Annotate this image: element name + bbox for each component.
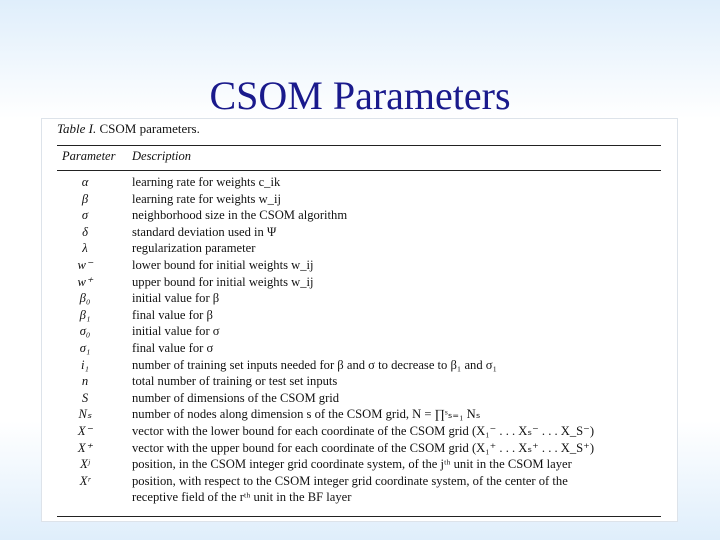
table-row [57,473,661,490]
parameter-symbol: w⁺ [77,274,93,289]
table-row [57,489,661,506]
parameter-description: learning rate for weights w_ij [132,191,281,206]
parameter-symbol: i₁ [81,357,89,372]
parameter-symbol: X⁺ [77,440,93,455]
parameter-description: final value for β [132,307,213,322]
parameter-symbol: σ₁ [79,340,91,355]
parameter-description: number of dimensions of the CSOM grid [132,390,340,405]
parameter-description: position, with respect to the CSOM integer grid coordinate system, of the center of the [132,473,568,488]
table-row [57,257,661,274]
caption-label: Table I. [57,121,97,136]
parameter-description: initial value for σ [132,324,220,339]
parameter-description: regularization parameter [132,241,256,256]
parameter-description: learning rate for weights c_ik [132,175,281,189]
parameter-symbol: Xʲ [80,457,90,472]
parameter-symbol: λ [82,241,88,256]
table-row [57,357,661,374]
parameter-table-figure [41,118,678,522]
table-row [57,456,661,473]
table-row [57,307,661,324]
parameter-symbol: w⁻ [77,257,93,272]
table-row [57,390,661,407]
parameter-symbol [57,489,113,506]
table-row [57,290,661,307]
parameter-description: vector with the upper bound for each coordinate of the CSOM grid (X₁⁺ . . . Xₛ⁺ . . . X_S⁺) [132,440,595,455]
table-row [57,224,661,241]
table-row [57,340,661,357]
parameter-description: vector with the lower bound for each coordinate of the CSOM grid (X₁⁻ . . . Xₛ⁻ . . . X_S⁻) [132,423,595,438]
header-rule [57,170,661,171]
parameter-symbol: X⁻ [77,423,93,438]
parameter-description: position, in the CSOM integer grid coordinate system, of the jᵗʰ unit in the CSOM layer [132,457,572,472]
table-row [57,440,661,457]
caption-title: CSOM parameters. [99,121,200,136]
table-row [57,423,661,440]
table-header [57,149,661,167]
parameter-description: standard deviation used in Ψ [132,224,277,239]
table-row [57,406,661,423]
header-description: Description [132,149,192,163]
parameter-symbol: β₁ [79,307,91,322]
parameter-symbol: σ [81,208,89,223]
parameter-symbol: β [81,191,89,206]
parameter-description: final value for σ [132,340,214,355]
table-row [57,191,661,208]
table-caption [57,121,200,137]
slide-title: CSOM Parameters [209,73,511,118]
parameter-symbol: α [81,175,89,189]
table-row [57,373,661,390]
top-rule [57,145,661,146]
table-row [57,174,661,191]
parameter-symbol: Xʳ [79,473,91,488]
table-row [57,323,661,340]
parameter-description: total number of training or test set inputs [132,374,338,389]
parameter-description: upper bound for initial weights w_ij [132,274,314,289]
parameter-description: number of training set inputs needed for β and σ to decrease to β₁ and σ₁ [132,357,497,372]
parameter-symbol: δ [82,224,88,239]
parameter-description: number of nodes along dimension s of the CSOM grid, N = ∏ˢₛ₌₁ Nₛ [132,407,481,422]
header-parameter: Parameter [62,149,116,163]
table-row [57,207,661,224]
table-row [57,274,661,291]
parameter-symbol: S [81,390,89,405]
parameter-symbol: Nₛ [78,407,92,422]
table-row [57,240,661,257]
parameter-description: lower bound for initial weights w_ij [132,257,314,272]
parameter-symbol: β₀ [79,291,91,306]
parameter-symbol: n [81,374,89,389]
parameter-description: initial value for β [132,291,220,306]
parameter-description: neighborhood size in the CSOM algorithm [132,208,348,223]
bottom-rule [57,516,661,517]
parameter-symbol: σ₀ [79,324,91,339]
table-body [57,174,661,506]
parameter-description: receptive field of the rᵗʰ unit in the BF layer [132,490,352,505]
